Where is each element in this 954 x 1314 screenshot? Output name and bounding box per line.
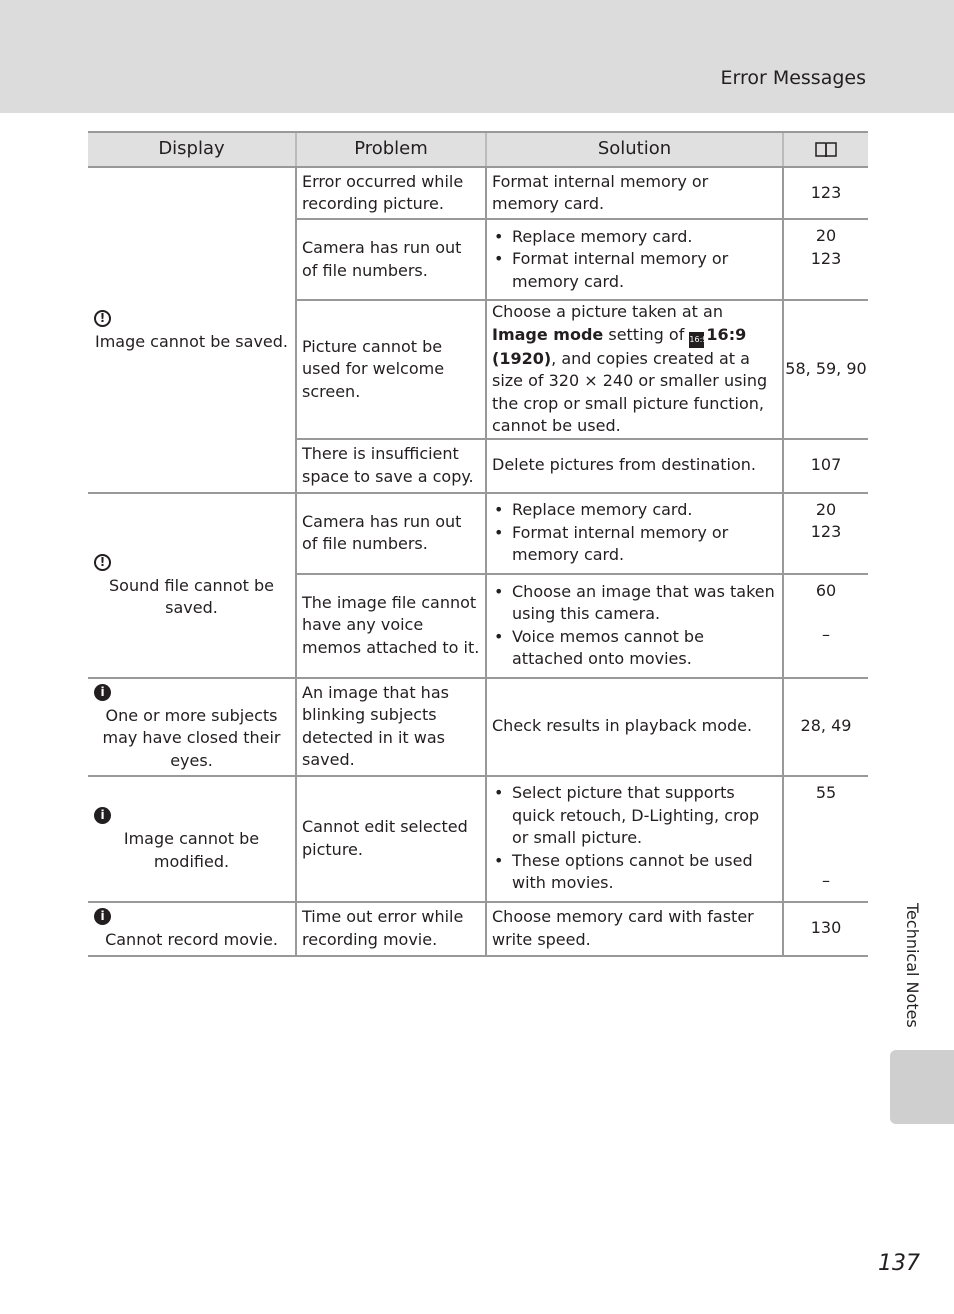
reference-cell bbox=[783, 219, 868, 300]
reference-cell: 58, 59, 90 bbox=[783, 300, 868, 439]
solution-cell bbox=[486, 574, 783, 678]
table-row bbox=[88, 902, 868, 956]
display-cell bbox=[88, 776, 296, 902]
reference-cell: 130 bbox=[783, 902, 868, 956]
reference-page: 123 bbox=[810, 522, 842, 541]
reference-page: 20 bbox=[815, 499, 837, 519]
info-icon: i bbox=[94, 807, 111, 824]
problem-cell: Camera has run out of file numbers. bbox=[296, 493, 486, 574]
image-mode-value: 16:9 (1920) bbox=[492, 324, 747, 368]
display-message: Image cannot be modified. bbox=[123, 829, 260, 871]
solution-item: • These options cannot be used with movies. bbox=[492, 850, 778, 895]
problem-cell: Time out error while recording movie. bbox=[296, 902, 486, 956]
problem-cell: Camera has run out of file numbers. bbox=[296, 219, 486, 300]
warning-icon: ! bbox=[94, 310, 111, 327]
info-icon: i bbox=[94, 908, 111, 925]
display-message: One or more subjects may have closed their eyes. bbox=[102, 705, 281, 770]
solution-item: • Select picture that supports quick retouch, D-Lighting, crop or small picture. bbox=[492, 782, 778, 850]
table-header-row bbox=[88, 132, 868, 167]
table-row bbox=[88, 776, 868, 902]
table-row bbox=[88, 493, 868, 574]
column-header-reference bbox=[783, 132, 868, 167]
problem-cell: Picture cannot be used for welcome screen. bbox=[296, 300, 486, 439]
solution-cell bbox=[486, 493, 783, 574]
problem-cell: Error occurred while recording picture. bbox=[296, 167, 486, 219]
reference-cell bbox=[783, 776, 868, 902]
header-band bbox=[0, 0, 954, 113]
solution-cell: Choose memory card with faster write speed. bbox=[486, 902, 783, 956]
solution-item: • Voice memos cannot be attached onto movies. bbox=[492, 626, 778, 671]
reference-page: 60 bbox=[815, 580, 837, 600]
reference-page: – bbox=[822, 871, 830, 890]
solution-cell: Format internal memory or memory card. bbox=[486, 167, 783, 219]
display-cell bbox=[88, 167, 296, 493]
display-cell bbox=[88, 902, 296, 956]
section-thumb-tab bbox=[890, 1050, 954, 1124]
table-row bbox=[88, 167, 868, 219]
reference-page: 55 bbox=[815, 782, 837, 802]
column-header-display: Display bbox=[88, 132, 296, 167]
image-mode-icon: 16:9 bbox=[689, 332, 704, 348]
solution-cell bbox=[486, 219, 783, 300]
display-cell bbox=[88, 678, 296, 776]
reference-cell bbox=[783, 493, 868, 574]
solution-cell bbox=[486, 776, 783, 902]
problem-cell: Cannot edit selected picture. bbox=[296, 776, 486, 902]
page-number: 137 bbox=[878, 1251, 920, 1276]
solution-cell: Check results in playback mode. bbox=[486, 678, 783, 776]
page-title: Error Messages bbox=[720, 67, 866, 89]
error-messages-table bbox=[88, 131, 868, 957]
solution-cell: Delete pictures from destination. bbox=[486, 439, 783, 493]
display-cell bbox=[88, 493, 296, 678]
display-message: Sound file cannot be saved. bbox=[109, 575, 274, 617]
solution-item: • Choose an image that was taken using this camera. bbox=[492, 581, 778, 626]
reference-cell: 123 bbox=[783, 167, 868, 219]
problem-cell: The image file cannot have any voice memos attached to it. bbox=[296, 574, 486, 678]
warning-icon: ! bbox=[94, 554, 111, 571]
solution-item: • Replace memory card. bbox=[492, 226, 778, 249]
table-row bbox=[88, 678, 868, 776]
solution-item: • Format internal memory or memory card. bbox=[492, 522, 778, 567]
display-message: Image cannot be saved. bbox=[94, 331, 288, 351]
display-message: Cannot record movie. bbox=[105, 930, 278, 950]
problem-cell: There is insufficient space to save a copy. bbox=[296, 439, 486, 493]
problem-cell: An image that has blinking subjects detected in it was saved. bbox=[296, 678, 486, 776]
reference-cell: 28, 49 bbox=[783, 678, 868, 776]
reference-cell: 107 bbox=[783, 439, 868, 493]
section-side-label: Technical Notes bbox=[903, 903, 922, 1028]
reference-page: 123 bbox=[810, 248, 842, 268]
reference-cell bbox=[783, 574, 868, 678]
book-icon bbox=[814, 140, 838, 158]
reference-page: 20 bbox=[815, 226, 837, 245]
info-icon: i bbox=[94, 684, 111, 701]
solution-item: • Format internal memory or memory card. bbox=[492, 248, 778, 293]
solution-item: • Replace memory card. bbox=[492, 499, 778, 522]
image-mode-term: Image mode bbox=[492, 324, 604, 344]
column-header-problem: Problem bbox=[296, 132, 486, 167]
column-header-solution: Solution bbox=[486, 132, 783, 167]
solution-cell: Choose a picture taken at an Image mode setting of 16:916:9 (1920), and copies created at a size of 320 × 240 or smaller using the crop or small picture function, cannot be used. bbox=[486, 300, 783, 439]
reference-page: – bbox=[822, 625, 830, 644]
